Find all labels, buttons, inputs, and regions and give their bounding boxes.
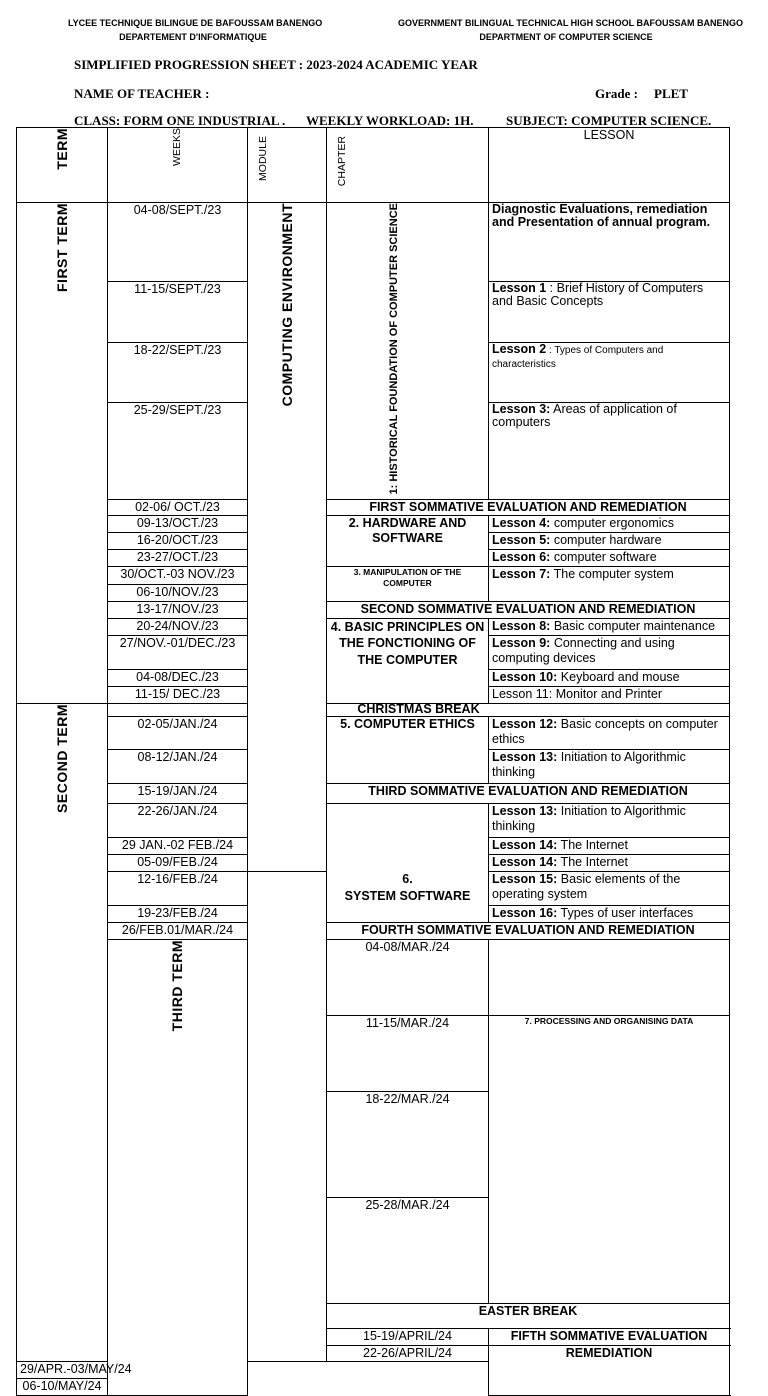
progression-table xyxy=(16,127,730,1396)
workload-label: WEEKLY WORKLOAD: 1H. xyxy=(306,113,474,128)
lesson-8: Lesson 8: Basic computer maintenance xyxy=(489,618,730,635)
table-row xyxy=(17,618,730,635)
weeks-header: WEEKS xyxy=(108,128,248,203)
week-cell: 13-17/NOV./23 xyxy=(108,601,248,618)
lesson-10: Lesson 10: Keyboard and mouse xyxy=(489,669,730,686)
third-term-cell: THIRD TERM xyxy=(108,939,248,1395)
week-cell: 29 JAN.-02 FEB./24 xyxy=(108,837,248,854)
table-row xyxy=(17,601,730,618)
lesson-14b: Lesson 14: The Internet xyxy=(489,854,730,871)
remediation-cell: REMEDIATION xyxy=(489,1345,730,1395)
school-name-en: GOVERNMENT BILINGUAL TECHNICAL HIGH SCHOOL BAFOUSSAM BANENGO xyxy=(398,18,744,28)
week-cell: 04-08/SEPT./23 xyxy=(108,203,248,282)
teacher-label: NAME OF TEACHER : xyxy=(74,86,210,101)
table-row xyxy=(17,203,730,282)
week-cell: 04-08/MAR./24 xyxy=(327,939,489,1015)
module-header: MODULE xyxy=(248,128,327,203)
chapter-5-cell: 5. COMPUTER ETHICS xyxy=(327,716,489,783)
week-cell: 18-22/MAR./24 xyxy=(327,1091,489,1197)
week-cell: 25-29/SEPT./23 xyxy=(108,403,248,499)
term-header: TERM xyxy=(17,128,108,203)
table-header-row xyxy=(17,128,730,203)
week-cell: 30/OCT.-03 NOV./23 xyxy=(108,566,248,584)
lesson-6: Lesson 6: computer software xyxy=(489,549,730,566)
chapter-7-cell: 7. PROCESSING AND ORGANISING DATA xyxy=(489,1015,730,1303)
lesson-diagnostic: Diagnostic Evaluations, remediation and Presentation of annual program. xyxy=(489,203,730,282)
second-term-cell: SECOND TERM xyxy=(17,703,108,1361)
week-cell: 15-19/JAN./24 xyxy=(108,783,248,803)
week-cell: 18-22/SEPT./23 xyxy=(108,342,248,403)
class-label: CLASS: FORM ONE INDUSTRIAL . xyxy=(74,113,286,128)
week-cell: 02-06/ OCT./23 xyxy=(108,499,248,515)
week-cell: 20-24/NOV./23 xyxy=(108,618,248,635)
second-summative-band: SECOND SOMMATIVE EVALUATION AND REMEDIATION xyxy=(327,601,730,618)
school-name-fr: LYCEE TECHNIQUE BILINGUE DE BAFOUSSAM BANENGO xyxy=(68,18,323,28)
lesson-3: Lesson 3: Areas of application of computers xyxy=(489,403,730,499)
table-row xyxy=(17,499,730,515)
week-cell: 06-10/NOV./23 xyxy=(108,584,248,601)
module-empty-cell xyxy=(248,871,327,1361)
subject-label: SUBJECT: COMPUTER SCIENCE. xyxy=(506,113,712,128)
week-cell: 02-05/JAN./24 xyxy=(108,716,248,749)
lesson-9: Lesson 9: Connecting and using computing devices xyxy=(489,635,730,669)
chapter-1-cell: 1: HISTORICAL FOUNDATION OF COMPUTER SCIENCE xyxy=(327,203,489,500)
week-cell: 23-27/OCT./23 xyxy=(108,549,248,566)
christmas-break-band: CHRISTMAS BREAK xyxy=(108,703,730,716)
week-cell: 26/FEB.01/MAR./24 xyxy=(108,922,248,939)
week-cell: 11-15/ DEC./23 xyxy=(108,686,248,703)
week-cell: 15-19/APRIL/24 xyxy=(327,1328,489,1345)
lesson-16: Lesson 16: Types of user interfaces xyxy=(489,905,730,922)
grade-value: PLET xyxy=(654,86,688,101)
module-cell: COMPUTING ENVIRONMENT xyxy=(248,203,327,872)
table-row xyxy=(17,566,730,584)
chapter-6-cell: 6. SYSTEM SOFTWARE xyxy=(327,803,489,922)
lesson-11: Lesson 11: Monitor and Printer xyxy=(489,686,730,703)
week-cell: 09-13/OCT./23 xyxy=(108,515,248,532)
week-cell: 06-10/MAY/24 xyxy=(17,1378,108,1395)
table-row xyxy=(17,939,730,1015)
lesson-13: Lesson 13: Initiation to Algorithmic thinking xyxy=(489,749,730,783)
lesson-12: Lesson 12: Basic concepts on computer ethics xyxy=(489,716,730,749)
week-cell: 05-09/FEB./24 xyxy=(108,854,248,871)
lesson-13b: Lesson 13: Initiation to Algorithmic thinking xyxy=(489,803,730,837)
table-row xyxy=(17,803,730,837)
lesson-1: Lesson 1 : Brief History of Computers and Basic Concepts xyxy=(489,282,730,343)
week-cell: 22-26/APRIL/24 xyxy=(327,1345,489,1361)
week-cell: 11-15/SEPT./23 xyxy=(108,282,248,343)
table-row xyxy=(17,515,730,532)
sheet-title: SIMPLIFIED PROGRESSION SHEET : 2023-2024 ACADEMIC YEAR xyxy=(74,57,478,72)
table-row xyxy=(17,783,730,803)
week-cell: 29/APR.-03/MAY/24 xyxy=(17,1361,108,1378)
school-header-fr xyxy=(68,16,323,44)
week-cell: 08-12/JAN./24 xyxy=(108,749,248,783)
lesson-header: LESSON xyxy=(489,128,730,203)
lesson-5: Lesson 5: computer hardware xyxy=(489,532,730,549)
table-row xyxy=(17,922,730,939)
first-term-cell: FIRST TERM xyxy=(17,203,108,704)
fourth-summative-band: FOURTH SOMMATIVE EVALUATION AND REMEDIATION xyxy=(327,922,730,939)
week-cell: 19-23/FEB./24 xyxy=(108,905,248,922)
lesson-2: Lesson 2 : Types of Computers and characteristics xyxy=(489,342,730,403)
lesson-14: Lesson 14: The Internet xyxy=(489,837,730,854)
department-name-fr: DEPARTEMENT D'INFORMATIQUE xyxy=(119,32,267,42)
week-cell: 25-28/MAR./24 xyxy=(327,1197,489,1303)
week-cell: 04-08/DEC./23 xyxy=(108,669,248,686)
week-cell: 16-20/OCT./23 xyxy=(108,532,248,549)
fifth-summative-band: FIFTH SOMMATIVE EVALUATION xyxy=(489,1328,730,1345)
week-cell: 11-15/MAR./24 xyxy=(327,1015,489,1091)
easter-break-band: EASTER BREAK xyxy=(327,1303,730,1328)
chapter-4-cell: 4. BASIC PRINCIPLES ON THE FONCTIONING OF THE COMPUTER xyxy=(327,618,489,703)
school-header-en xyxy=(398,16,744,44)
first-summative-band: FIRST SOMMATIVE EVALUATION AND REMEDIATION xyxy=(327,499,730,515)
lesson-15: Lesson 15: Basic elements of the operating system xyxy=(489,871,730,905)
lesson-4: Lesson 4: computer ergonomics xyxy=(489,515,730,532)
lesson-7: Lesson 7: The computer system xyxy=(489,566,730,601)
grade-label: Grade : xyxy=(595,86,638,101)
chapter-empty-cell xyxy=(489,939,730,1015)
chapter-3-cell: 3. MANIPULATION OF THE COMPUTER xyxy=(327,566,489,601)
third-summative-band: THIRD SOMMATIVE EVALUATION AND REMEDIATION xyxy=(327,783,730,803)
table-row xyxy=(17,716,730,749)
chapter-2-cell: 2. HARDWARE AND SOFTWARE xyxy=(327,515,489,566)
chapter-header: CHAPTER xyxy=(327,128,489,203)
week-cell: 22-26/JAN./24 xyxy=(108,803,248,837)
week-cell: 27/NOV.-01/DEC./23 xyxy=(108,635,248,669)
department-name-en: DEPARTMENT OF COMPUTER SCIENCE xyxy=(479,32,653,42)
table-row xyxy=(17,703,730,716)
week-cell: 12-16/FEB./24 xyxy=(108,871,248,905)
